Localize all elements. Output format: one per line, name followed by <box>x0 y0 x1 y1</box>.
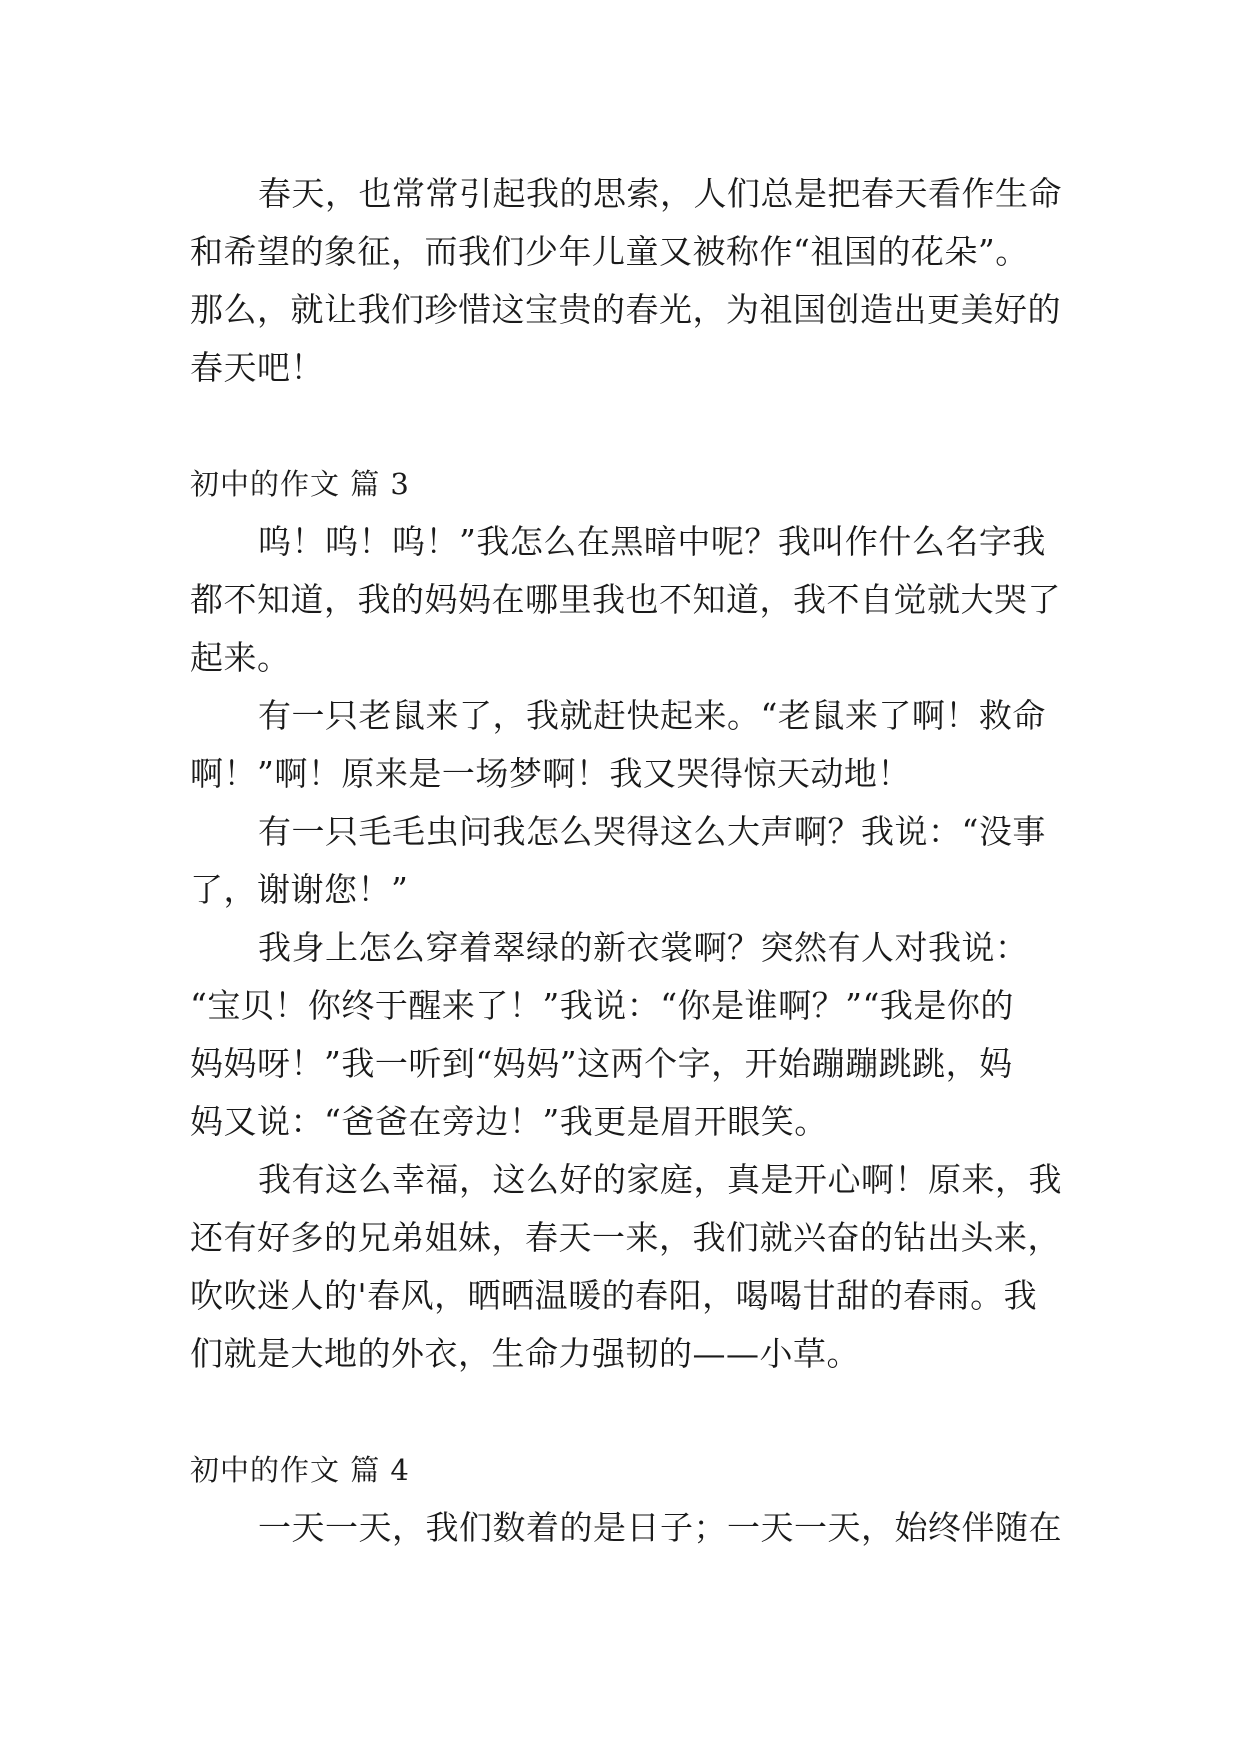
essay-section-continued <box>190 165 1060 397</box>
text-line: 呜！呜！呜！”我怎么在黑暗中呢？我叫作什么名字我 <box>258 522 1046 561</box>
paragraph <box>190 1499 1060 1557</box>
paragraph <box>190 1151 1060 1383</box>
paragraph <box>190 165 1060 397</box>
section-title: 初中的作文 篇 4 <box>190 1453 410 1487</box>
essay-section-4 <box>190 1441 1060 1557</box>
text-line: 有一只毛毛虫问我怎么哭得这么大声啊？我说：“没事 <box>258 812 1046 851</box>
text-line: 和希望的象征，而我们少年儿童又被称作“祖国的花朵”。 <box>190 232 1029 271</box>
text-line: 妈又说：“爸爸在旁边！”我更是眉开眼笑。 <box>190 1102 828 1141</box>
paragraph <box>190 919 1060 1151</box>
text-line: 啊！”啊！原来是一场梦啊！我又哭得惊天动地！ <box>190 754 911 793</box>
text-line: 们就是大地的外衣，生命力强韧的——小草。 <box>190 1334 860 1373</box>
text-line: 那么，就让我们珍惜这宝贵的春光，为祖国创造出更美好的 <box>190 290 1061 329</box>
text-line: 有一只老鼠来了，我就赶快起来。“老鼠来了啊！救命 <box>258 696 1046 735</box>
text-line: 一天一天，我们数着的是日子；一天一天，始终伴随在 <box>258 1508 1062 1547</box>
text-line: 还有好多的兄弟姐妹，春天一来，我们就兴奋的钻出头来， <box>190 1218 1061 1257</box>
paragraph <box>190 687 1060 803</box>
text-line: 我身上怎么穿着翠绿的新衣裳啊？突然有人对我说： <box>258 928 1029 967</box>
text-line: 吹吹迷人的'春风，晒晒温暖的春阳，喝喝甘甜的春雨。我 <box>190 1276 1038 1315</box>
paragraph <box>190 803 1060 919</box>
text-line: 春天吧！ <box>190 348 324 387</box>
text-line: 了，谢谢您！” <box>190 870 409 909</box>
text-line: 春天，也常常引起我的思索，人们总是把春天看作生命 <box>258 174 1062 213</box>
document-page <box>190 165 1060 1557</box>
text-line: 都不知道，我的妈妈在哪里我也不知道，我不自觉就大哭了 <box>190 580 1061 619</box>
text-line: 妈妈呀！”我一听到“妈妈”这两个字，开始蹦蹦跳跳，妈 <box>190 1044 1013 1083</box>
section-gap <box>190 1383 1060 1441</box>
section-title: 初中的作文 篇 3 <box>190 467 410 501</box>
text-line: 起来。 <box>190 638 291 677</box>
text-line: 我有这么幸福，这么好的家庭，真是开心啊！原来，我 <box>258 1160 1062 1199</box>
section-gap <box>190 397 1060 455</box>
text-line: “宝贝！你终于醒来了！”我说：“你是谁啊？”“我是你的 <box>190 986 1014 1025</box>
paragraph <box>190 513 1060 687</box>
essay-section-3 <box>190 455 1060 1383</box>
